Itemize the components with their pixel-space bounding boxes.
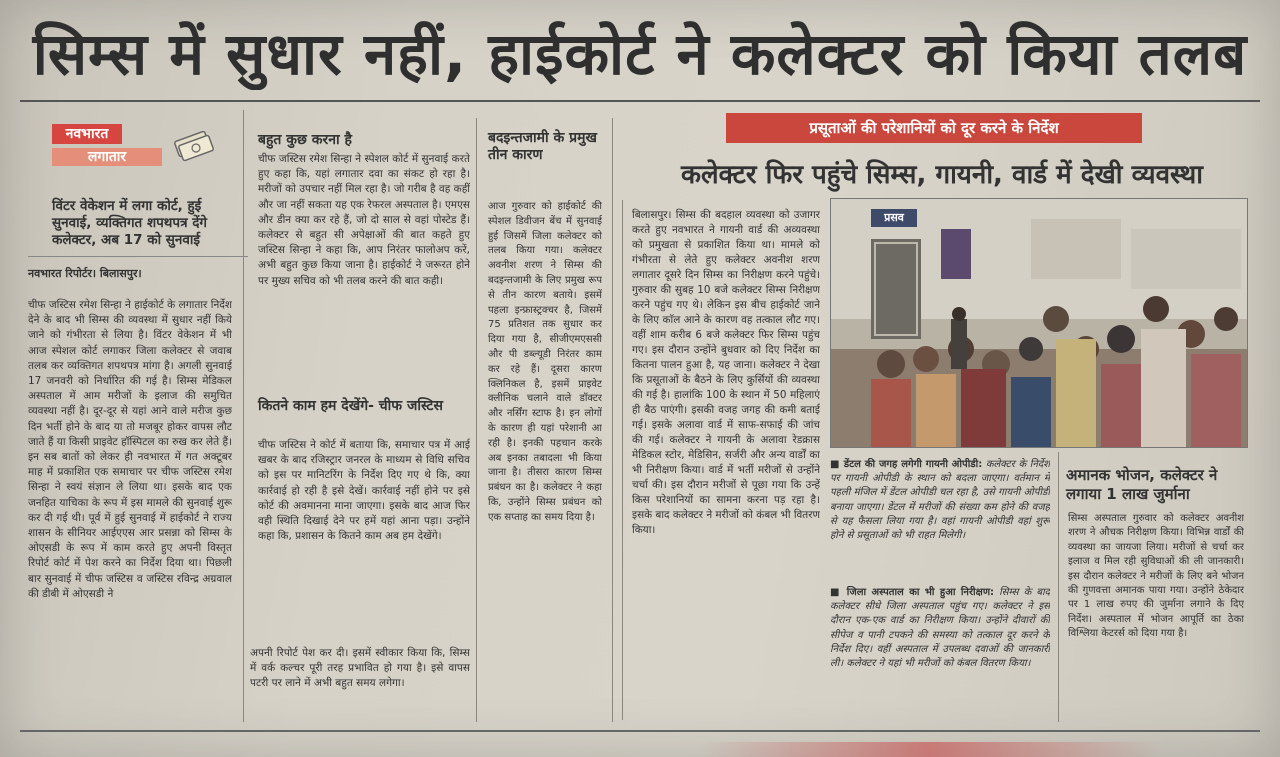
column-2-body-3: अपनी रिपोर्ट पेश कर दी। इसमें स्वीकार किया कि, सिम्स में वर्क कल्चर पूरी तरह प्रभावित हो गया है। इसे वापस पटरी पर लाने में अभी बहुत समय लगेगा।	[250, 647, 470, 690]
headline-rule	[20, 100, 1260, 102]
column-1-body: चीफ जस्टिस रमेश सिन्हा ने हाईकोर्ट के लगातार निर्देश देने के बाद भी सिम्स की व्यवस्था में सुधार नहीं किये जाने को गंभीरता से लिया है। विंटर वेकेशन में भी आज स्पेशल कोर्ट लगाकर जिला कलेक्टर से जवाब तलब कर व्यक्तिगत शपथपत्र मांगा है। अगली सुनवाई 17 जनवरी को निर्धारित की गई है। सिम्स मेडिकल अस्पताल में आम मरीजों के इलाज की समुचित व्यवस्था नहीं है। दूर-दूर से यहां आने वाले मरीज कुछ दिन भर्ती होने के बाद या तो मजबूर होकर वापस लौट जाते हैं या किसी प्राइवेट हॉस्पिटल का रुख कर लेते हैं। इन सब बातों को लेकर ही नवभारत में गत अक्टूबर माह में प्रकाशित एक समाचार पर चीफ जस्टिस रमेश सिन्हा ने स्वयं संज्ञान ले लिया था। इसके बाद एक जनहित याचिका के रूप में इस मामले की सुनवाई शुरू कर दी गई थी। पूर्व में हुई सुनवाई में हाईकोर्ट ने राज्य शासन के सीनियर आईएएस आर प्रसन्ना को सिम्स के ओएसडी के रूप में काम करते हुए अपनी विस्तृत रिपोर्ट कोर्ट में पेश करने का निर्देश दिया था। पिछली बार सुनवाई में चीफ जस्टिस व जस्टिस रविन्द्र अग्रवाल की डीबी में ओएसडी ने	[28, 299, 232, 600]
caption-dental	[830, 458, 1050, 586]
caption-dental-head: ■ डेंटल की जगह लगेगी गायनी ओपीडी:	[830, 459, 983, 470]
fine-box-body: सिम्स अस्पताल गुरुवार को कलेक्टर अवनीश शरण ने औचक निरीक्षण किया। विभिन्न वार्डों की व्यवस्था का जायजा लिया। मरीजों से चर्चा कर इलाज व मिल रही सुविधाओं की ली जानकारी। इस दौरान कलेक्टर ने मरीजों के लिए बने भोजन की गुणवत्ता अमानक पाया गया। उन्होंने ठेकेदार पर 1 लाख रुपए की जुर्माना लगाने के दिए निर्देश। अस्पताल में भोजन आपूर्ति का ठेका विश्लिया केटरर्स को दिया गया है।	[1068, 513, 1244, 640]
column-divider	[612, 118, 613, 722]
byline: नवभारत रिपोर्टर। बिलासपुर।	[28, 267, 142, 280]
column-2-body-1: चीफ जस्टिस रमेश सिन्हा ने स्पेशल कोर्ट में सुनवाई करते हुए कहा कि, यहां लगातार दवा का संकट हो रहा है। मरीजों को उपचार नहीं मिल रहा है। जो गरीब है वह कहीं और जा नहीं सकता यह एक रेफरल अस्पताल है। एमएस और डीन क्या कर रहे हैं, जो दो साल से वहां पोस्टेड हैं। कलेक्टर से बहुत सी अपेक्षाओं की बात कहते हुए जस्टिस सिन्हा ने कहा कि, आप निरंतर फालोअप करें, अभी बहुत कुछ किया जाना है। हाईकोर्ट ने जरूरत होने पर मुख्य सचिव को भी तलब करने की बात कही।	[258, 153, 470, 287]
section-head-chief-justice: कितने काम हम देखेंगे- चीफ जस्टिस	[258, 398, 443, 414]
page-headline: सिम्स में सुधार नहीं, हाईकोर्ट ने कलेक्टर को किया तलब	[32, 20, 1248, 88]
next-page-strip	[700, 742, 1160, 757]
caption-district-body: सिम्स के बाद कलेक्टर सीधे जिला अस्पताल पहुंच गए। कलेक्टर ने इस दौरान एक-एक वार्ड का निरीक्षण किया। उन्होंने दीवारों की सीपेज व पानी टपकने की समस्या को तत्काल दूर करने के निर्देश दिए। वहीं अस्पताल में उपलब्ध दवाओं की जानकारी ली। कलेक्टर ने यहां भी मरीजों को कंबल वितरण किया।	[830, 587, 1050, 670]
section-head-bahut-kuch: बहुत कुछ करना है	[258, 132, 352, 148]
badge-series: लगातार	[52, 148, 162, 166]
fine-box-head: अमानक भोजन, कलेक्टर ने लगाया 1 लाख जुर्माना	[1066, 466, 1218, 503]
ward-photo-image	[831, 199, 1247, 447]
money-icon	[172, 126, 216, 162]
story-headline: कलेक्टर फिर पहुंचे सिम्स, गायनी, वार्ड में देखी व्यवस्था	[681, 160, 1203, 190]
right-story-body: बिलासपुर। सिम्स की बदहाल व्यवस्था को उजागर करते हुए नवभारत ने गायनी वार्ड की अव्यवस्था को प्रमुखता से प्रकाशित किया था। मामले को गंभीरता से लेते हुए कलेक्टर अवनीश शरण लगातार दूसरे दिन सिम्स का निरीक्षण करने पहुंचे। गुरुवार की सुबह 10 बजे कलेक्टर सिम्स निरीक्षण करने पहुंच गए थे। लेकिन इस बीच हाईकोर्ट जाने के लिए काॅल आने के कारण वह तत्काल लौट गए। वहीं शाम करीब 6 बजे कलेक्टर फिर सिम्स पहुंच गए। इस दौरान उन्होंने बुधवार को दिए निर्देश का कितना पालन हुआ है, यह जाना। कलेक्टर ने देखा कि प्रसूताओं के बैठने के लिए कुर्सियों की व्यवस्था की गई है। हालांकि 100 के स्थान में 50 महिलाएं ही बैठ पाएंगी। इसकी वजह जगह की कमी बताई गई। इसके अलावा वार्ड में साफ-सफाई की जांच की गई। कलेक्टर ने गायनी के अलावा रेडक्रास मेडिकल स्टोर, मेडिसिन, सर्जरी और अन्य वार्डों का भी निरीक्षण किया। वार्ड में भर्ती मरीजों से उन्होंने चर्चा की। इस दौरान मरीजों से पूछा गया कि उन्हें किस परेशानियों का सामना करना पड़ रहा है। इसके बाद कलेक्टर ने मरीजों को कंबल भी वितरण किया।	[632, 209, 820, 536]
story-banner: प्रसूताओं की परेशानियों को दूर करने के निर्देश	[726, 113, 1142, 143]
ward-photo	[830, 198, 1248, 448]
subhead-rule	[28, 256, 248, 257]
column-3-body: आज गुरुवार को हाईकोर्ट की स्पेशल डिवीजन बेंच में सुनवाई हुई जिसमें जिला कलेक्टर को तलब किया गया। कलेक्टर अवनीश शरण ने सिम्स की बदइन्तजामी के लिए प्रमुख रूप से तीन कारण बताये। इसमें पहला इन्फ्रास्ट्रक्चर है, जिसमें 75 प्रतिशत तक सुधार कर दिया गया है, सीजीएमएससी और पी डब्ल्यूडी निरंतर काम कर रहे हैं। दूसरा कारण क्लिनिकल है, इसमें प्राइवेट क्लीनिक चलाने वाले डॉक्टर और नर्सिंग स्टाफ है। इन लोगों के कारण ही यहां परेशानी आ रही है। इनकी पहचान करके अब इनका तबादला भी किया जाना है। तीसरा कारण सिम्स प्रबंधन का है। कलेक्टर ने कहा कि, उन्होंने सिम्स प्रबंधन को एक सप्ताह का समय दिया है।	[488, 201, 602, 523]
left-subhead: विंटर वेकेशन में लगा कोर्ट, हुई सुनवाई, व्यक्तिगत शपथपत्र देंगे कलेक्टर, अब 17 को सुनवाई	[52, 198, 208, 248]
caption-district-hospital	[830, 586, 1050, 714]
photo-sign: प्रसव	[884, 211, 904, 224]
bottom-rule	[20, 730, 1260, 732]
column-2-body-2: चीफ जस्टिस ने कोर्ट में बताया कि, समाचार पत्र में आई खबर के बाद रजिस्ट्रार जनरल के माध्यम से विधि सचिव को इस पर मानिटरिंग के निर्देश दिए गए थे कि, क्या कार्रवाई हो रही है इसे देखें। कार्रवाई नहीं होने पर इसे कोर्ट की अवमानना माना जाएगा। इसके बाद आज फिर वही स्थिति दिखाई देने पर हमें यहां आना पड़ा। उन्होंने कहा कि, प्रशासन के कितने काम अब हम देखेंगे।	[258, 439, 470, 543]
badge-brand: नवभारत	[52, 124, 122, 144]
section-head-teen-karan: बदइन्तजामी के प्रमुख तीन कारण	[488, 130, 597, 163]
column-divider	[622, 200, 623, 720]
box-divider	[1058, 452, 1059, 722]
caption-district-head: ■ जिला अस्पताल का भी हुआ निरीक्षण:	[830, 587, 995, 598]
column-divider	[476, 118, 477, 722]
column-divider	[243, 110, 244, 722]
caption-dental-body: कलेक्टर के निर्देश पर गायनी ओपीडी के स्थान को बदला जाएगा। वर्तमान में पहली मंजिल में डेंटल ओपीडी चल रहा है, उसे गायनी ओपीडी बनाया जाएगा। डेंटल में मरीजों की संख्या कम होने की वजह से यह फैसला लिया गया है। वहां गायनी ओपीडी वहां शुरू होने से प्रसूताओं को भी राहत मिलेगी।	[830, 459, 1050, 542]
lagatar-badge	[52, 124, 222, 170]
